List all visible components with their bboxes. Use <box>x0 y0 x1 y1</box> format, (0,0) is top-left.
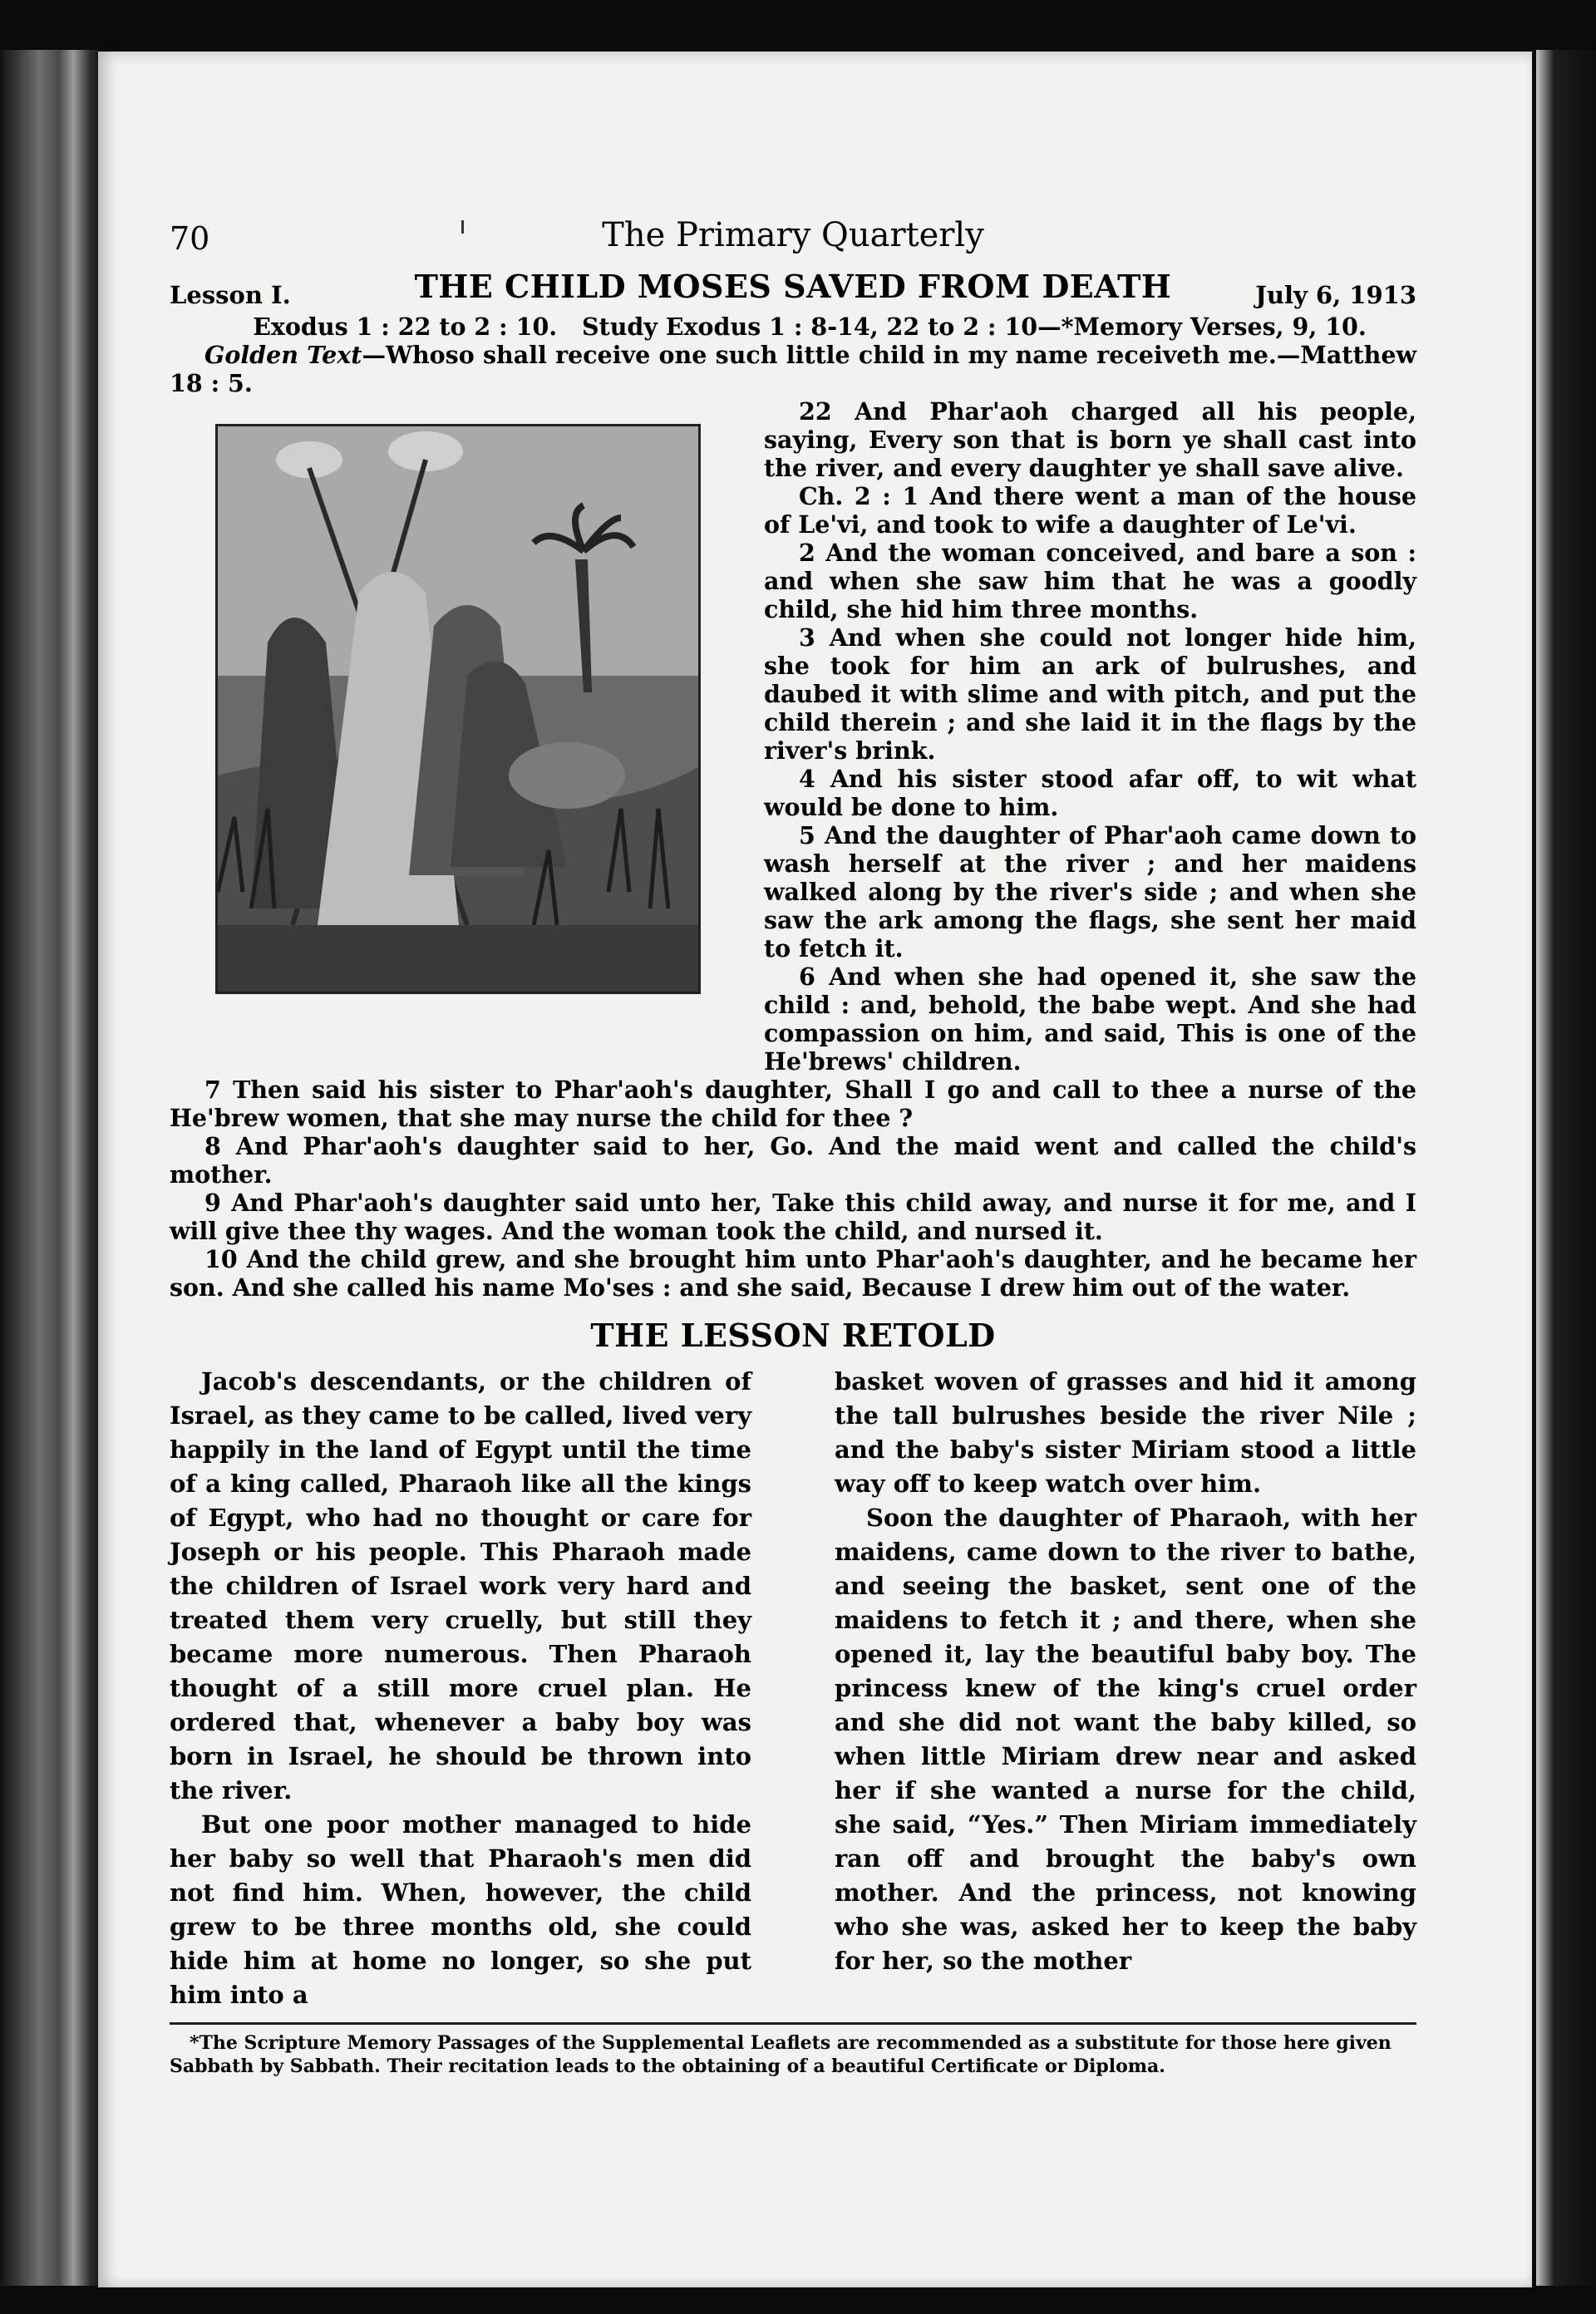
lesson-date: July 6, 1913 <box>1255 281 1416 309</box>
verse: 8 And Phar'aoh's daughter said to her, Go. And the maid went and called the child's mother. <box>170 1132 1416 1189</box>
verse: 2 And the woman conceived, and bare a son : and when she saw him that he was a goodly child, she hid him three months. <box>764 539 1416 623</box>
paragraph: Soon the daughter of Pharaoh, with her maidens, came down to the river to bathe, and seeing the basket, sent one of the maidens to fetch it ; and there, when she opened it, lay the beautiful baby boy. The princess knew of the king's cruel order and she did not want the baby killed, so when little Miriam drew near and asked her if she wanted a nurse for the child, she said, “Yes.” Then Miriam immediately ran off and brought the baby's own mother. And the princess, not knowing who she was, asked her to keep the baby for her, so the mother <box>835 1504 1416 1975</box>
retold-right-column <box>835 1365 1416 2012</box>
book-binding-edge <box>0 50 98 2286</box>
page-number: 70 <box>170 220 210 257</box>
paragraph: Jacob's descendants, or the children of Israel, as they came to be called, lived very happily in the land of Egypt until the time of a king called, Pharaoh like all the kings of Egypt, who had no thought or care for Joseph or his people. This Pharaoh made the children of Israel work very hard and treated them very cruelly, but still they became more numerous. Then Pharaoh thought of a still more cruel plan. He ordered that, whenever a baby boy was born in Israel, he should be thrown into the river. <box>170 1367 751 1804</box>
golden-text-body: —Whoso shall receive one such little child in my name receiveth me.—Matthew 18 : 5. <box>170 341 1416 397</box>
verse: 9 And Phar'aoh's daughter said unto her, Take this child away, and nurse it for me, and I will give thee thy wages. And the woman took the child, and nursed it. <box>170 1189 1416 1245</box>
section-heading: THE LESSON RETOLD <box>590 1317 996 1354</box>
retold-left-column <box>170 1365 751 2012</box>
verse: Ch. 2 : 1 And there went a man of the house of Le'vi, and took to wife a daughter of Le'vi. <box>764 482 1416 539</box>
running-head <box>170 218 1416 271</box>
verse: 10 And the child grew, and she brought him unto Phar'aoh's daughter, and he became her son. And she called his name Mo'ses : and she said, Because I drew him out of the water. <box>170 1245 1416 1302</box>
page-content <box>170 218 1416 2078</box>
paragraph: But one poor mother managed to hide her baby so well that Pharaoh's men did not find him. When, however, the child grew to be three months old, she could hide him at home no longer, so she put him into a <box>170 1810 751 2009</box>
verse: 7 Then said his sister to Phar'aoh's daughter, Shall I go and call to thee a nurse of the He'brew women, that she may nurse the child for thee ? <box>170 1076 1416 1132</box>
lesson-header <box>170 268 1416 313</box>
verse: 5 And the daughter of Phar'aoh came down to wash herself at the river ; and her maidens walked along by the river's side ; and when she saw the ark among the flags, she sent her maid to fetch it. <box>764 821 1416 963</box>
paragraph: basket woven of grasses and hid it among the tall bulrushes beside the river Nile ; and the baby's sister Miriam stood a little way off to keep watch over him. <box>835 1367 1416 1498</box>
golden-text-label: Golden Text <box>204 341 362 369</box>
facing-page-edge <box>1536 50 1596 2286</box>
retold-columns <box>170 1365 1416 2012</box>
footnote-divider <box>170 2022 1416 2025</box>
footnote: *The Scripture Memory Passages of the Supplemental Leaflets are recommended as a substitute for those here given Sabbath by Sabbath. Their recitation leads to the obtaining of a beautiful Certificate or Diploma. <box>170 2032 1392 2077</box>
illustration-frame <box>215 424 714 1056</box>
verses-full-width <box>170 1076 1416 1302</box>
verse: 22 And Phar'aoh charged all his people, saying, Every son that is born ye shall cast into the river, and every daughter ye shall save alive. <box>764 397 1416 482</box>
golden-text <box>170 341 1416 397</box>
moses-in-bulrushes-engraving-icon <box>215 424 701 994</box>
lesson-number: Lesson I. <box>170 281 291 309</box>
scripture-reference: Exodus 1 : 22 to 2 : 10. Study Exodus 1 : 8-14, 22 to 2 : 10—*Memory Verses, 9, 10. <box>253 313 1367 341</box>
verse: 4 And his sister stood afar off, to wit what would be done to him. <box>764 765 1416 821</box>
lesson-title: THE CHILD MOSES SAVED FROM DEATH <box>414 268 1172 305</box>
verse: 3 And when she could not longer hide him, she took for him an ark of bulrushes, and daubed it with slime and with pitch, and put the child therein ; and she laid it in the flags by the river's brink. <box>764 623 1416 765</box>
verse: 6 And when she had opened it, she saw the child : and, behold, the babe wept. And she had compassion on him, and said, This is one of the He'brews' children. <box>764 963 1416 1076</box>
running-title: The Primary Quarterly <box>602 216 984 254</box>
